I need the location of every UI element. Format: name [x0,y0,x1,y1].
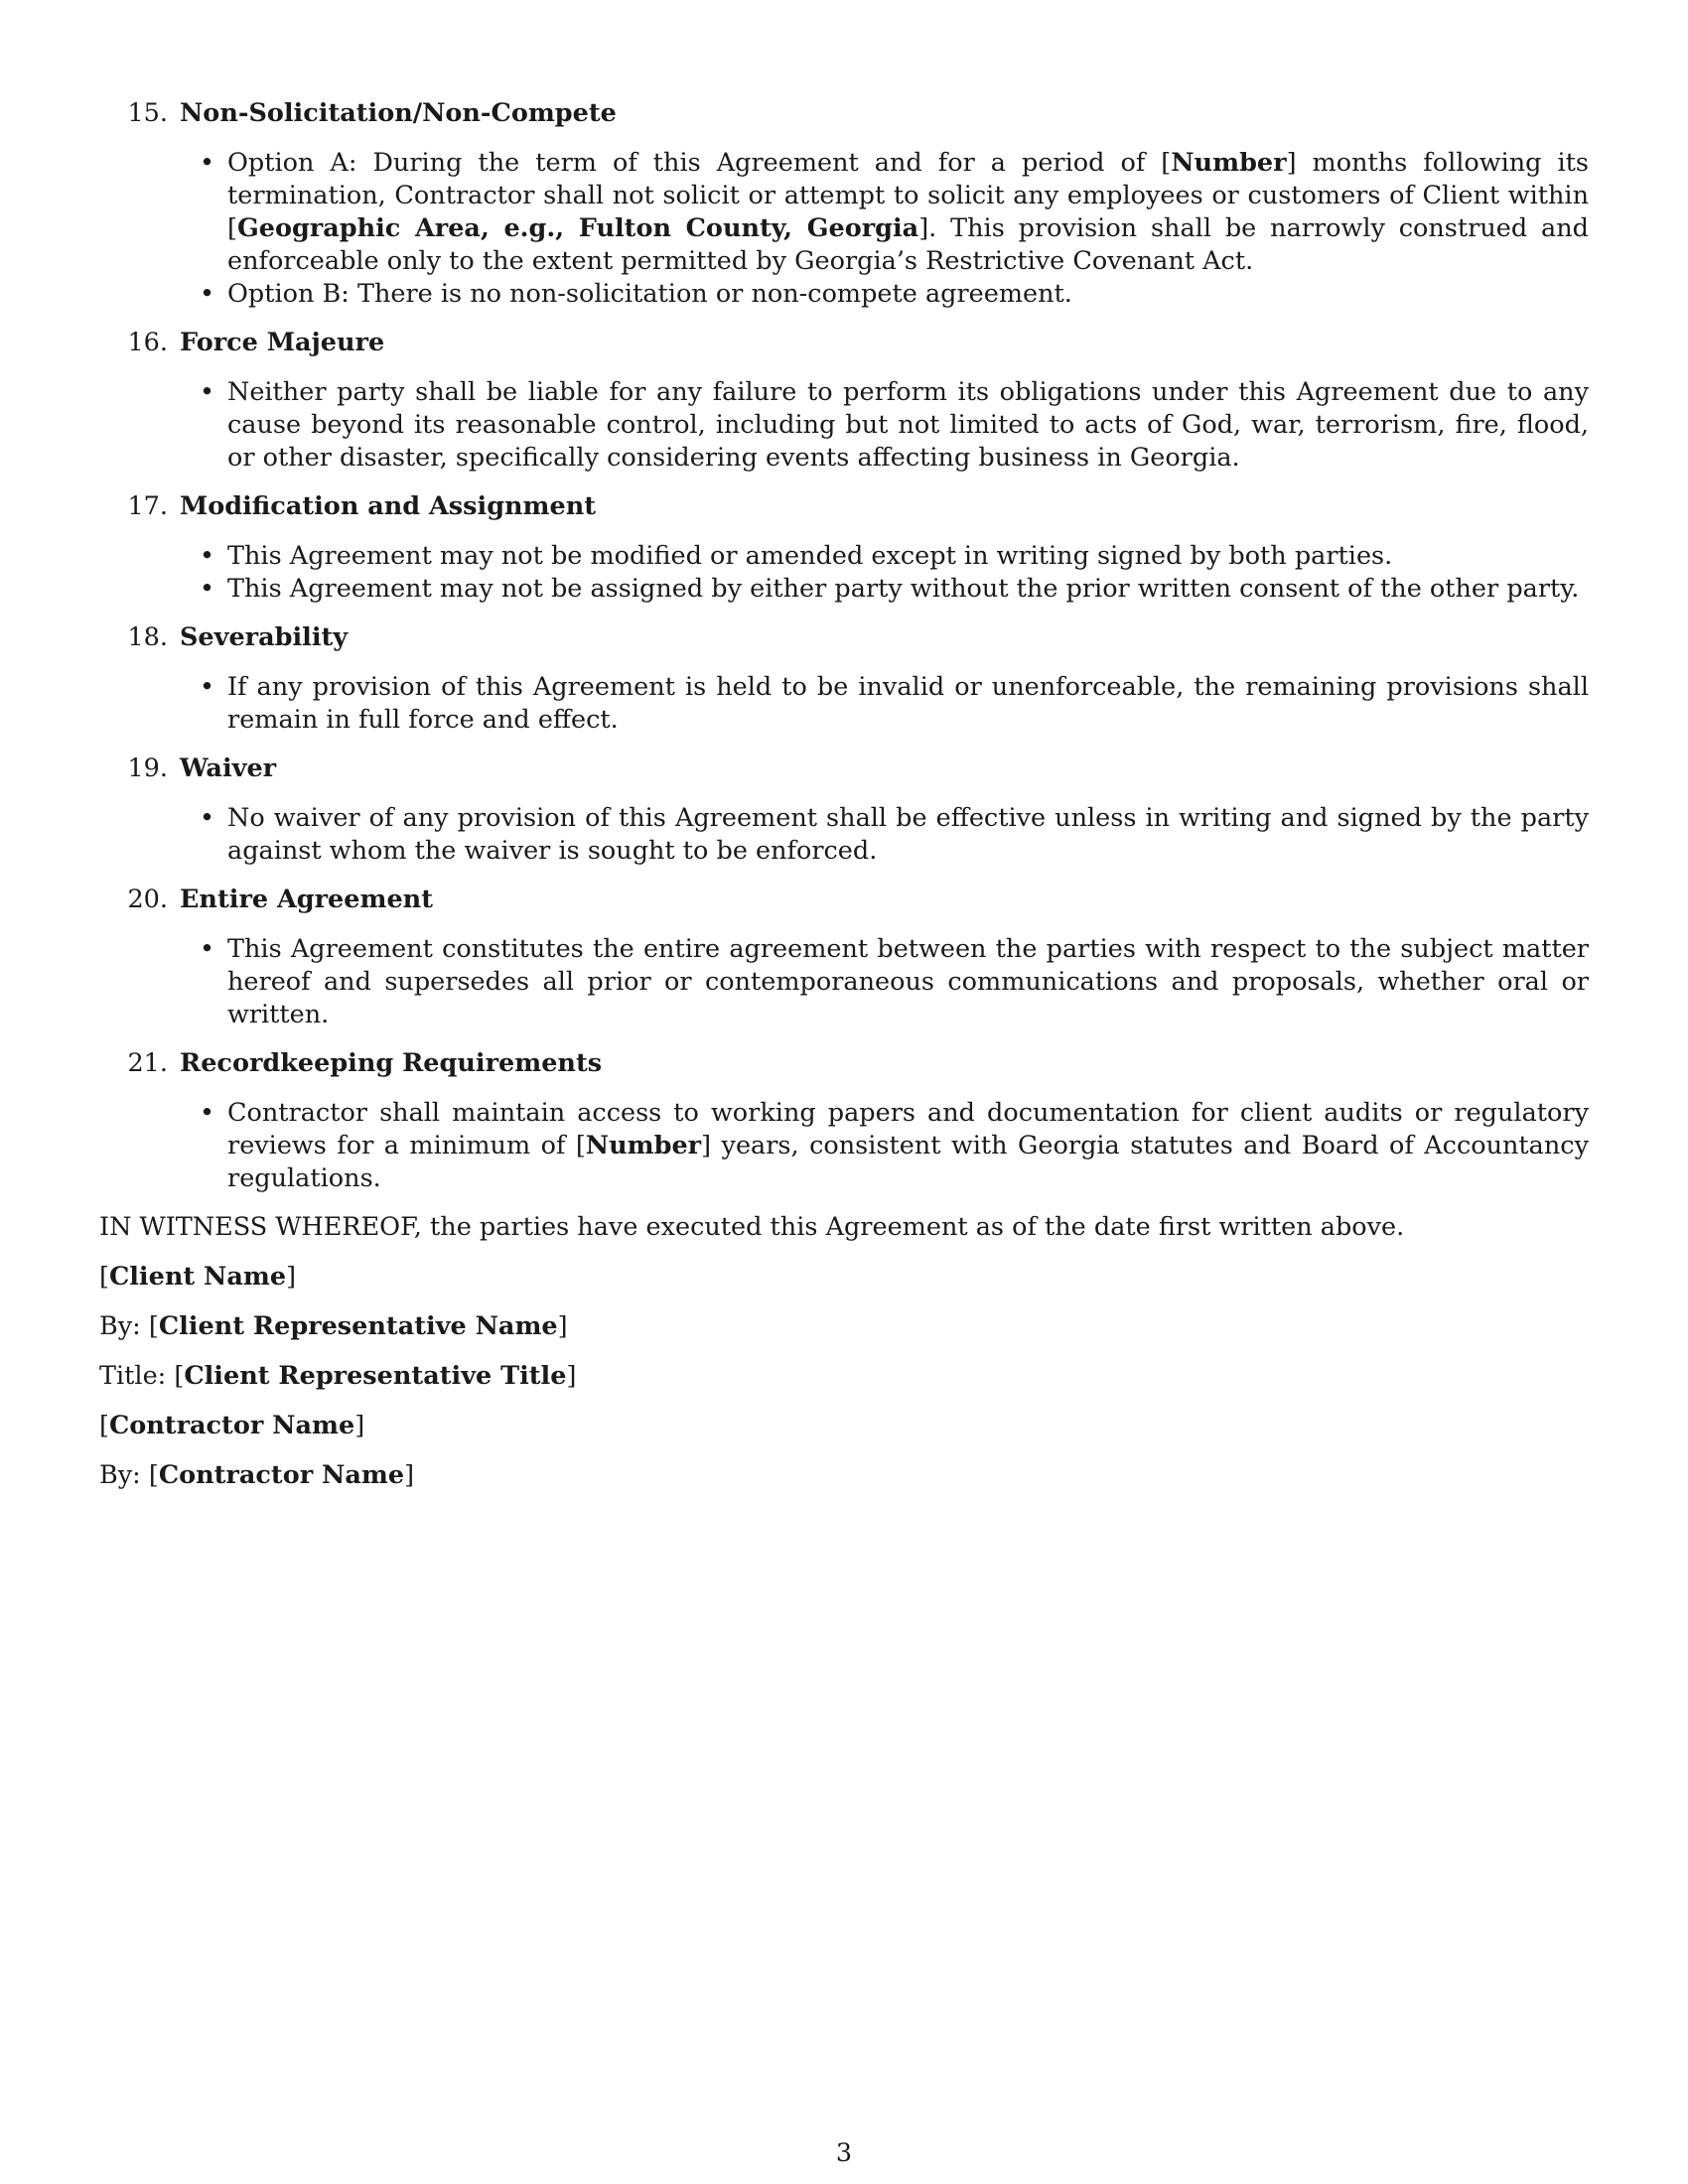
section [99,621,1589,737]
body-text: No waiver of any provision of this Agreement shall be effective unless in writing and signed by the party against whom the waiver is sought to be enforced. [227,803,1589,866]
list-item [227,573,1589,606]
section [99,97,1589,311]
bullet-list [99,147,1589,311]
contractor-by-label: By: [99,1460,141,1490]
section [99,752,1589,868]
body-text: Neither party shall be liable for any failure to perform its obligations under this Agreement due to any cause beyond its reasonable control, including but not limited to acts of God, war, terrorism, fire, flood, or other disaster, specifically considering events affecting business in Georgia. [227,377,1589,473]
contractor-signer: Contractor Name [158,1460,405,1490]
section-heading [99,327,1589,359]
list-item [227,1097,1589,1195]
list-item [227,671,1589,737]
client-rep-title: Client Representative Title [184,1361,567,1391]
placeholder-text: Geographic Area, e.g., Fulton County, Georgia [236,213,919,243]
list-item [227,278,1589,311]
bullet-list [99,802,1589,868]
body-text: This Agreement may not be assigned by either party without the prior written consent of the other party. [227,574,1580,604]
list-item [227,933,1589,1031]
section-heading [99,97,1589,130]
placeholder-text: Number [1171,148,1287,178]
section-number: 18. [127,622,168,652]
placeholder-text: Number [585,1131,702,1160]
contractor-name-line: [Contractor Name] [99,1411,365,1440]
by-label: By: [99,1311,141,1341]
section-heading [99,490,1589,523]
section [99,884,1589,1031]
client-by-line: By: [Client Representative Name] [99,1311,568,1341]
sections-list [99,97,1589,1195]
bullet-list [99,933,1589,1031]
section [99,490,1589,606]
contractor-by-line: By: [Contractor Name] [99,1460,415,1490]
section-title: Non-Solicitation/Non-Compete [180,98,617,128]
body-text: Option B: There is no non-solicitation or non-compete agreement. [227,279,1072,309]
section-title: Waiver [180,753,277,783]
client-rep-name: Client Representative Name [158,1311,558,1341]
section-number: 19. [127,753,168,783]
section-number: 21. [127,1048,168,1078]
client-name-line: [Client Name] [99,1262,297,1292]
list-item [227,802,1589,868]
body-text: Option A: During the term of this Agreement and for a period of [227,148,1162,178]
section-title: Modification and Assignment [180,491,597,521]
section [99,327,1589,475]
contractor-name: Contractor Name [108,1411,355,1440]
section-heading [99,752,1589,785]
body-text: This Agreement constitutes the entire agreement between the parties with respect to the subject matter hereof and supersedes all prior or contemporaneous communications and proposals, whether oral or written. [227,934,1589,1029]
section-number: 20. [127,885,168,914]
client-name: Client Name [108,1262,287,1292]
page-number: 3 [835,2138,853,2168]
list-item [227,540,1589,573]
body-text: This Agreement may not be modified or amended except in writing signed by both parties. [227,541,1393,571]
body-text: ]. This provision shall be narrowly construed and enforceable only to the extent permitted by Georgia’s Restrictive Covenant Act. [227,213,1589,276]
section-heading [99,1047,1589,1080]
section [99,1047,1589,1195]
section-heading [99,884,1589,916]
section-title: Entire Agreement [180,885,433,914]
section-number: 15. [127,98,168,128]
body-text: Contractor shall maintain access to working papers and documentation for client audits or regulatory reviews for a minimum of [ [227,1098,1589,1160]
bullet-list [99,671,1589,737]
section-number: 16. [127,328,168,357]
client-title-line: Title: [Client Representative Title] [99,1361,577,1391]
section-title: Severability [180,622,349,652]
list-item [227,376,1589,475]
bullet-list [99,540,1589,606]
body-text: If any provision of this Agreement is held to be invalid or unenforceable, the remaining provisions shall remain in full force and effect. [227,672,1589,735]
document-page [99,97,1589,1509]
body-text: [ [1161,148,1172,178]
bullet-list [99,376,1589,475]
section-title: Recordkeeping Requirements [180,1048,603,1078]
section-number: 17. [127,491,168,521]
section-title: Force Majeure [180,328,385,357]
title-label: Title: [99,1361,167,1391]
witness-clause: IN WITNESS WHEREOF, the parties have executed this Agreement as of the date first written above. [99,1212,1405,1242]
body-text: ] months following its termination, Contractor shall not solicit or attempt to solicit any employees or customers of Client within [ [227,148,1589,243]
section-heading [99,621,1589,654]
bullet-list [99,1097,1589,1195]
body-text: ] years, consistent with Georgia statutes and Board of Accountancy regulations. [227,1131,1589,1193]
list-item [227,147,1589,278]
